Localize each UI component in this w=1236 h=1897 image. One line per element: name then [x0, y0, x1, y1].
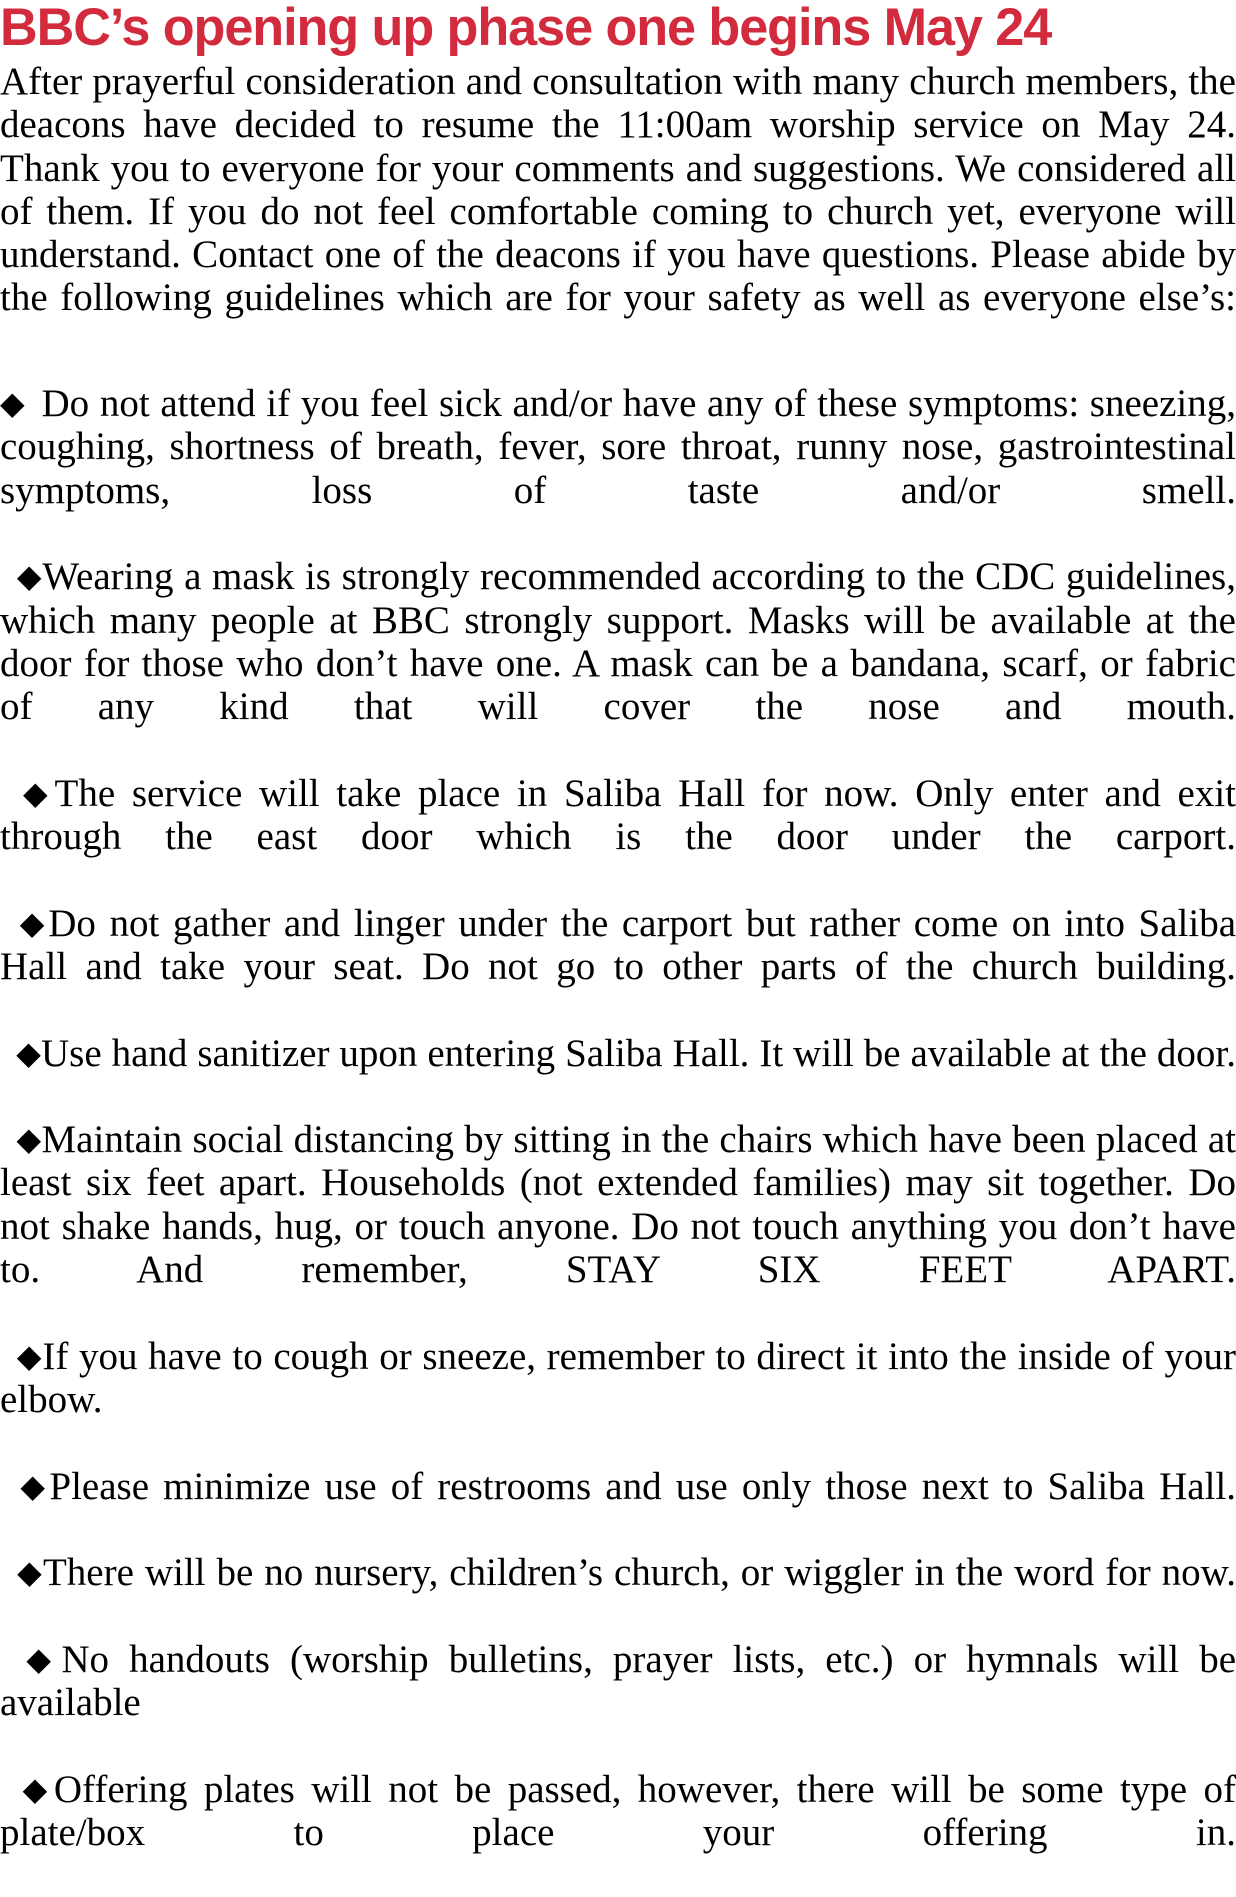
diamond-bullet-icon: ◆ [16, 1769, 54, 1808]
page-title: BBC’s opening up phase one begins May 24 [0, 0, 1052, 57]
intro-paragraph: After prayerful consideration and consultation with many church members, the deacons have decided to resume the 11:00am worship service on May 24. Thank you to everyone for your comments and suggestions. We considered all of them. If you do not feel comfortable coming to church yet, everyone will understand. Contact one of the deacons if you have questions. Please abide by the following guidelines which are for your safety as well as everyone else’s: [0, 60, 1236, 320]
diamond-bullet-icon: ◆ [16, 903, 49, 942]
guideline-text: Offering plates will not be passed, however, there will be some type of plate/box to place your offering in. [0, 1767, 1236, 1854]
guideline-text: If you have to cough or sneeze, remember to direct it into the inside of your elbow. [0, 1334, 1236, 1421]
guideline-text: Do not gather and linger under the carport but rather come on into Saliba Hall and take your seat. Do not go to other parts of the church building. [0, 901, 1236, 988]
guideline-text: Do not attend if you feel sick and/or have any of these symptoms: sneezing, coughing, shortness of breath, fever, sore throat, runny nose, gastrointestinal symptoms, loss of taste and/or smell. [0, 382, 1236, 512]
diamond-bullet-icon: ◆ [16, 1553, 43, 1592]
guideline-text: Wearing a mask is strongly recommended according to the CDC guidelines, which many people at BBC strongly support. Masks will be available at the door for those who don’t have one. A mask can be a bandana, scarf, or fabric of any kind that will cover the nose and mouth. [0, 555, 1236, 729]
diamond-bullet-icon: ◆ [16, 557, 43, 596]
diamond-bullet-icon: ◆ [0, 384, 26, 423]
diamond-bullet-icon: ◆ [16, 1033, 42, 1072]
guideline-item [0, 1118, 1236, 1334]
guideline-item [0, 1551, 1236, 1638]
guideline-item [0, 1768, 1236, 1897]
diamond-bullet-icon: ◆ [16, 1120, 42, 1159]
guideline-item [0, 1465, 1236, 1552]
diamond-bullet-icon: ◆ [16, 1639, 62, 1678]
guideline-item [0, 1032, 1236, 1119]
section-spacer [0, 363, 1236, 382]
guideline-text: Please minimize use of restrooms and use only those next to Saliba Hall. [49, 1464, 1236, 1508]
guideline-item [0, 772, 1236, 902]
guideline-item [0, 1638, 1236, 1768]
guideline-text: Maintain social distancing by sitting in the chairs which have been placed at least six feet apart. Households (not extended families) may sit together. Do not shake hands, hug, or touch anyone. Do not touch anything you don’t have to. And remember, STAY SIX FEET APART. [0, 1118, 1236, 1292]
guideline-item [0, 555, 1236, 771]
guideline-text: Use hand sanitizer upon entering Saliba Hall. It will be available at the door. [41, 1031, 1236, 1075]
guideline-item [0, 902, 1236, 1032]
guideline-item [0, 382, 1236, 555]
guideline-text: The service will take place in Saliba Hall for now. Only enter and exit through the east door which is the door under the carport. [0, 771, 1236, 859]
diamond-bullet-icon: ◆ [16, 1336, 43, 1375]
diamond-bullet-icon: ◆ [16, 1466, 50, 1505]
guideline-text: There will be no nursery, children’s church, or wiggler in the word for now. [42, 1551, 1236, 1595]
diamond-bullet-icon: ◆ [16, 773, 55, 812]
guideline-text: No handouts (worship bulletins, prayer lists, etc.) or hymnals will be available [0, 1637, 1236, 1724]
guideline-item [0, 1335, 1236, 1465]
